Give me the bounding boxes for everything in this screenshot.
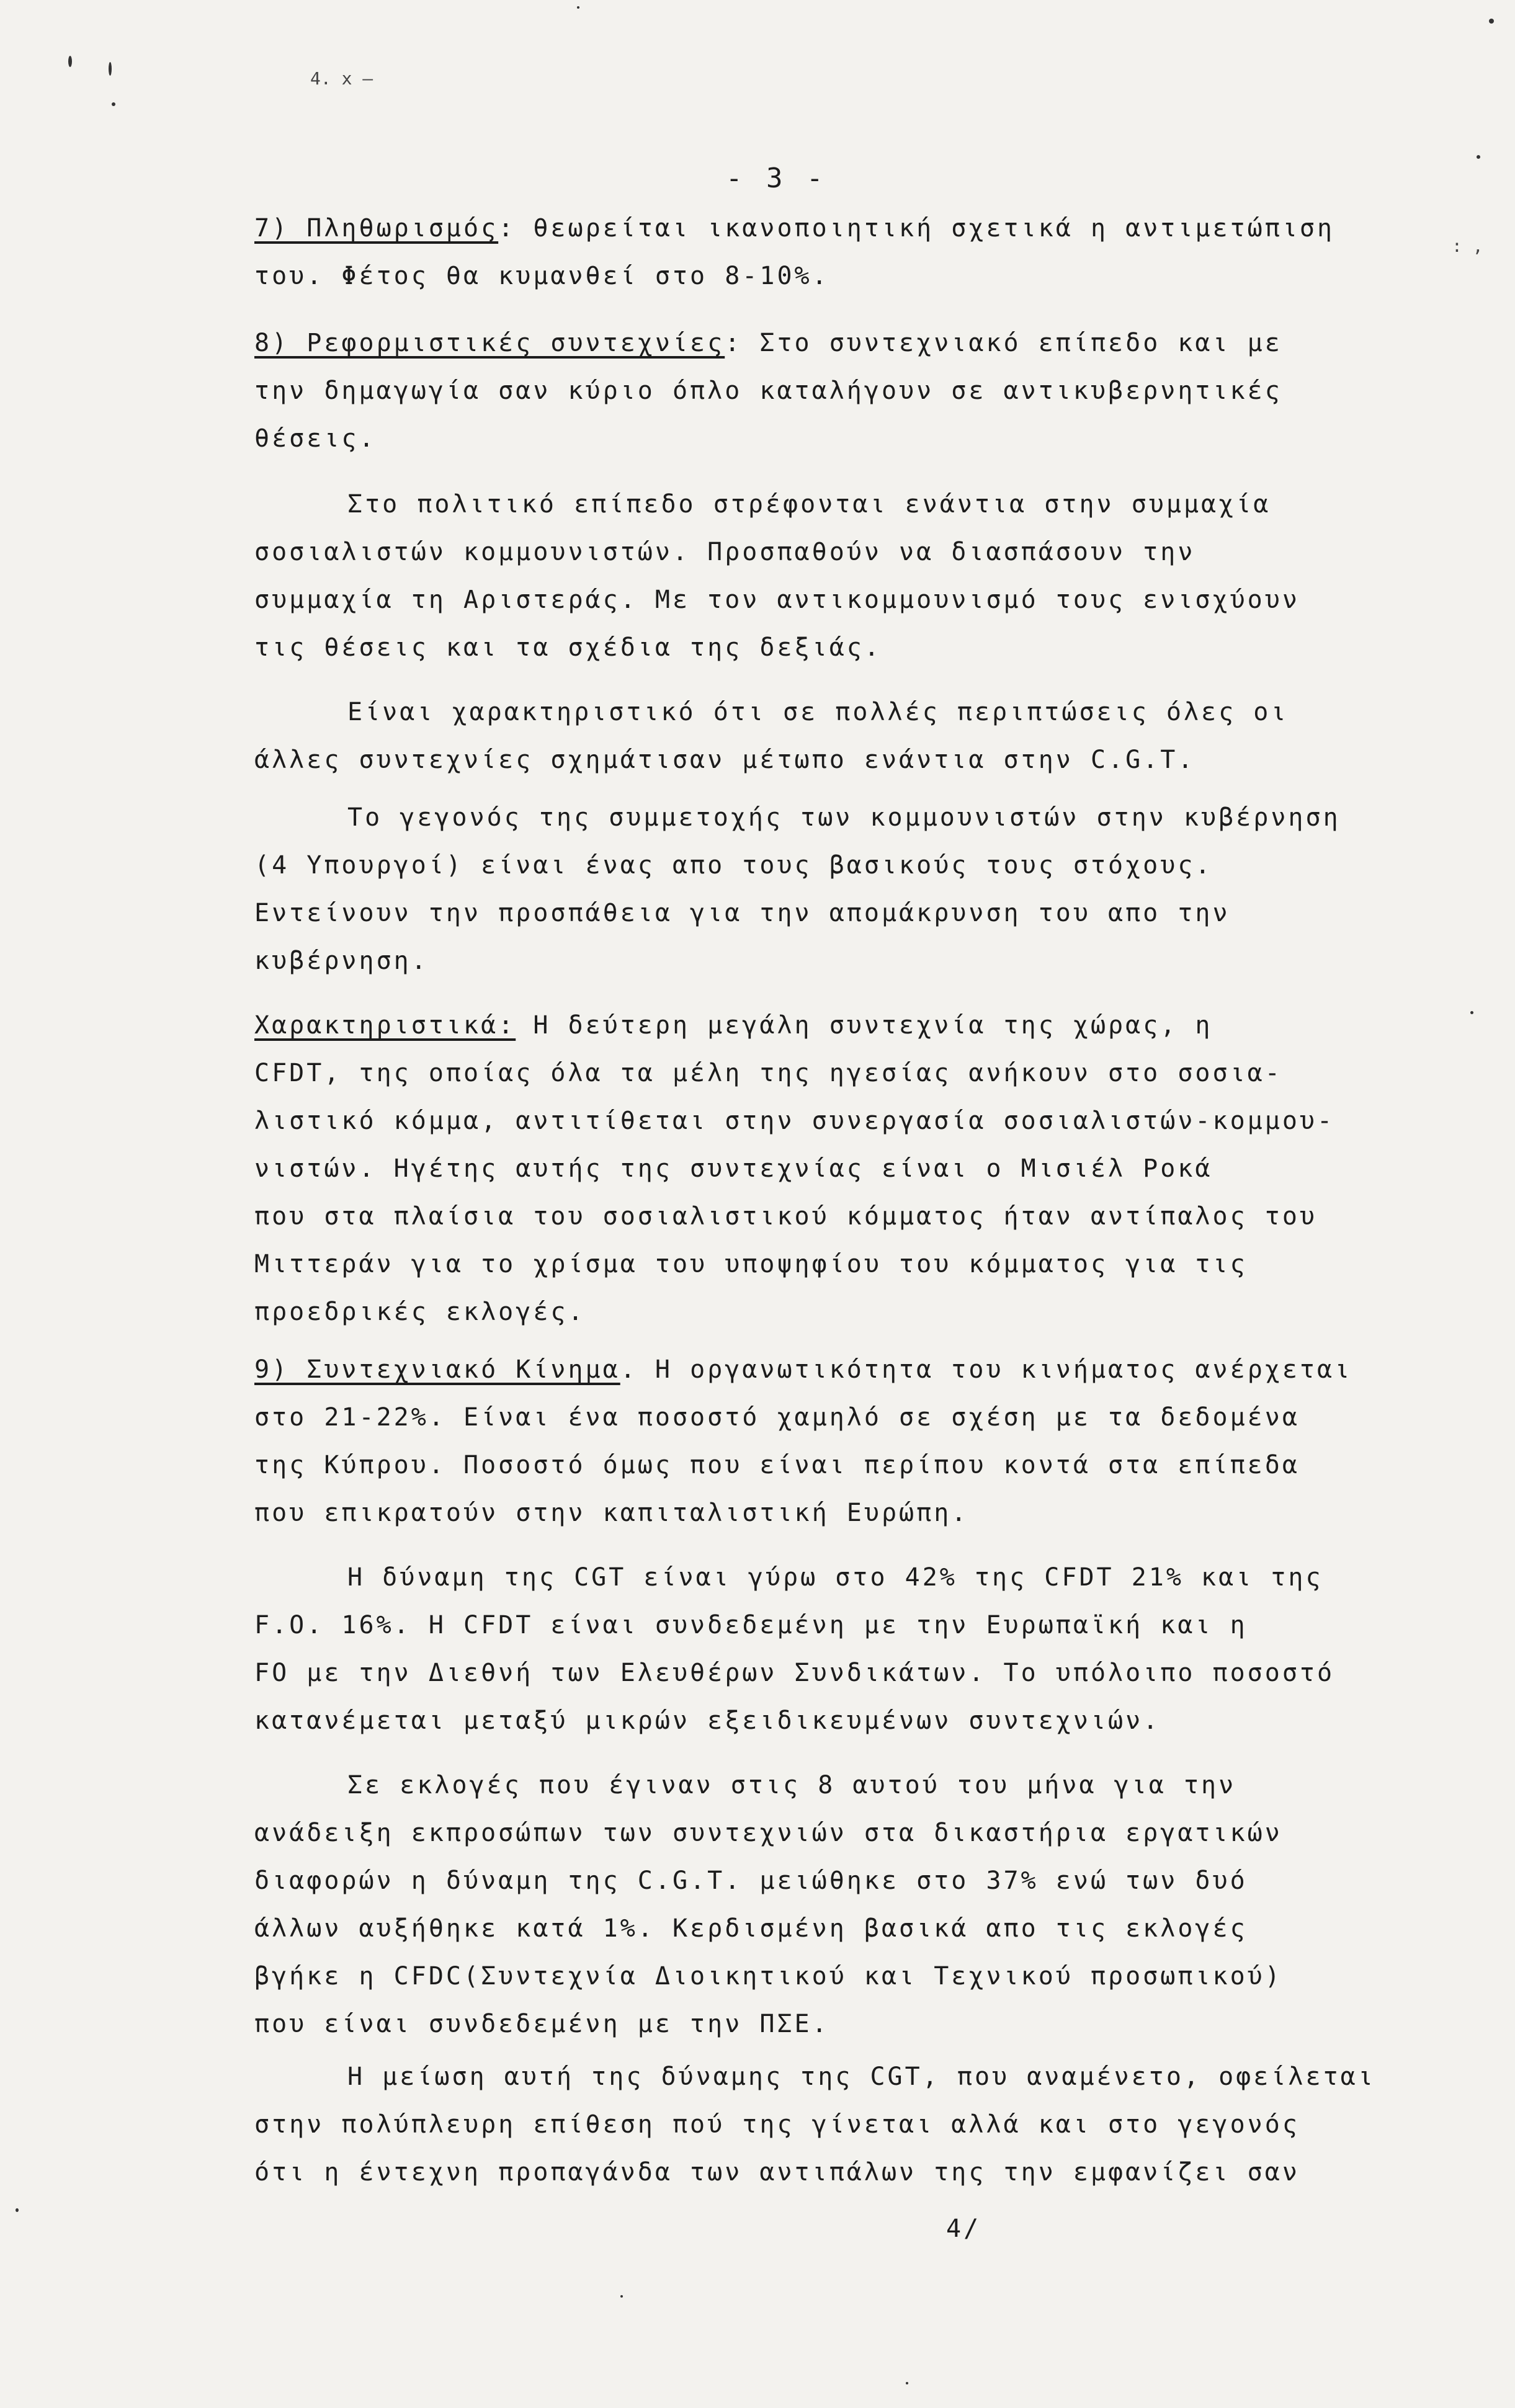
scan-speck bbox=[620, 2295, 623, 2298]
text-line: άλλων αυξήθηκε κατά 1%. Κερδισμένη βασικά απο τις εκλογές bbox=[254, 1914, 1248, 1943]
text-line: . Η οργανωτικότητα του κινήματος ανέρχεται bbox=[620, 1355, 1352, 1384]
heading-union-movement: 9) Συντεχνιακό Κίνημα bbox=[254, 1355, 620, 1384]
paragraph-communist-ministers bbox=[254, 794, 1433, 985]
text-line: συμμαχία τη Αριστεράς. Με τον αντικομμουνισμό τους ενισχύουν bbox=[254, 586, 1300, 614]
text-line: F.O. 16%. Η CFDT είναι συνδεδεμένη με την Ευρωπαϊκή και η bbox=[254, 1611, 1248, 1639]
text-line: CFDT, της οποίας όλα τα μέλη της ηγεσίας ανήκουν στο σοσια- bbox=[254, 1059, 1282, 1087]
text-line: Εντείνουν την προσπάθεια για την απομάκρυνση του απο την bbox=[254, 899, 1230, 927]
text-line: την δημαγωγία σαν κύριο όπλο καταλήγουν σε αντικυβερνητικές bbox=[254, 377, 1282, 405]
text-line: Η δύναμη της CGT είναι γύρω στο 42% της CFDT 21% και της bbox=[347, 1563, 1323, 1592]
text-line: Το γεγονός της συμμετοχής των κομμουνιστών στην κυβέρνηση bbox=[347, 803, 1341, 832]
heading-inflation: 7) Πληθωρισμός bbox=[254, 214, 499, 243]
page-number: - 3 - bbox=[726, 163, 827, 194]
scan-speck bbox=[1470, 1011, 1473, 1014]
text-line: Σε εκλογές που έγιναν στις 8 αυτού του μήνα για την bbox=[347, 1771, 1236, 1799]
text-line: του. Φέτος θα κυμανθεί στο 8-10%. bbox=[254, 262, 829, 290]
margin-mark: : , bbox=[1452, 236, 1483, 256]
scan-speck bbox=[906, 2382, 908, 2384]
scan-speck bbox=[1489, 19, 1494, 24]
continuation-marker: 4/ bbox=[946, 2214, 981, 2243]
text-line: νιστών. Ηγέτης αυτής της συντεχνίας είναι ο Μισιέλ Ροκά bbox=[254, 1154, 1213, 1183]
text-line: Μιττεράν για το χρίσμα του υποψηφίου του κόμματος για τις bbox=[254, 1250, 1248, 1278]
text-line: θέσεις. bbox=[254, 424, 377, 453]
text-line: στην πολύπλευρη επίθεση πού της γίνεται αλλά και στο γεγονός bbox=[254, 2110, 1300, 2139]
scan-speck bbox=[109, 62, 112, 76]
text-line: διαφορών η δύναμη της C.G.T. μειώθηκε στο 37% ενώ των δυό bbox=[254, 1866, 1248, 1895]
heading-characteristics: Χαρακτηριστικά: bbox=[254, 1011, 516, 1040]
text-line: Είναι χαρακτηριστικό ότι σε πολλές περιπτώσεις όλες οι bbox=[347, 698, 1289, 726]
paragraph-reformist-unions bbox=[254, 319, 1433, 463]
paragraph-characteristic bbox=[254, 689, 1433, 784]
text-line: Η μείωση αυτή της δύναμης της CGT, που αναμένετο, οφείλεται bbox=[347, 2062, 1375, 2091]
text-line: που στα πλαίσια του σοσιαλιστικού κόμματος ήταν αντίπαλος του bbox=[254, 1202, 1318, 1231]
paragraph-cgt-decline bbox=[254, 2053, 1433, 2196]
paragraph-cfdt bbox=[254, 1002, 1433, 1336]
paragraph-union-movement bbox=[254, 1346, 1433, 1537]
text-line: στο 21-22%. Είναι ένα ποσοστό χαμηλό σε σχέση με τα δεδομένα bbox=[254, 1403, 1300, 1432]
corner-mark: 4. x — bbox=[310, 68, 373, 89]
scan-speck bbox=[112, 102, 115, 106]
text-line: τις θέσεις και τα σχέδια της δεξιάς. bbox=[254, 633, 882, 662]
text-line: Η δεύτερη μεγάλη συντεχνία της χώρας, η bbox=[516, 1011, 1213, 1040]
text-line: κυβέρνηση. bbox=[254, 947, 429, 975]
scan-speck bbox=[1477, 155, 1480, 159]
paragraph-union-strength bbox=[254, 1554, 1433, 1745]
text-line: ανάδειξη εκπροσώπων των συντεχνιών στα δικαστήρια εργατικών bbox=[254, 1819, 1282, 1847]
heading-reformist-unions: 8) Ρεφορμιστικές συντεχνίες bbox=[254, 329, 725, 357]
text-line: FO με την Διεθνή των Ελευθέρων Συνδικάτων. Το υπόλοιπο ποσοστό bbox=[254, 1659, 1335, 1687]
text-line: Στο πολιτικό επίπεδο στρέφονται ενάντια στην συμμαχία bbox=[347, 490, 1271, 519]
paragraph-political-level bbox=[254, 481, 1433, 672]
text-line: κατανέμεται μεταξύ μικρών εξειδικευμένων συντεχνιών. bbox=[254, 1706, 1161, 1735]
scan-speck bbox=[68, 56, 72, 67]
text-line: : Στο συντεχνιακό επίπεδο και με bbox=[725, 329, 1282, 357]
text-line: που επικρατούν στην καπιταλιστική Ευρώπη. bbox=[254, 1499, 969, 1527]
text-line: (4 Υπουργοί) είναι ένας απο τους βασικούς τους στόχους. bbox=[254, 851, 1213, 880]
text-line: άλλες συντεχνίες σχημάτισαν μέτωπο ενάντια στην C.G.T. bbox=[254, 746, 1195, 774]
paragraph-inflation bbox=[254, 205, 1433, 300]
text-line: που είναι συνδεδεμένη με την ΠΣΕ. bbox=[254, 2010, 829, 2038]
text-line: της Κύπρου. Ποσοστό όμως που είναι περίπου κοντά στα επίπεδα bbox=[254, 1451, 1300, 1479]
text-line: ότι η έντεχνη προπαγάνδα των αντιπάλων της την εμφανίζει σαν bbox=[254, 2158, 1300, 2187]
text-line: : θεωρείται ικανοποιητική σχετικά η αντιμετώπιση bbox=[498, 214, 1335, 243]
scan-speck bbox=[16, 2208, 19, 2212]
text-line: βγήκε η CFDC(Συντεχνία Διοικητικού και Τεχνικού προσωπικού) bbox=[254, 1962, 1282, 1991]
scan-speck bbox=[577, 6, 579, 9]
paragraph-elections bbox=[254, 1762, 1433, 2048]
text-line: σοσιαλιστών κομμουνιστών. Προσπαθούν να διασπάσουν την bbox=[254, 538, 1195, 566]
text-line: προεδρικές εκλογές. bbox=[254, 1298, 586, 1326]
text-line: λιστικό κόμμα, αντιτίθεται στην συνεργασία σοσιαλιστών-κομμου- bbox=[254, 1107, 1335, 1135]
